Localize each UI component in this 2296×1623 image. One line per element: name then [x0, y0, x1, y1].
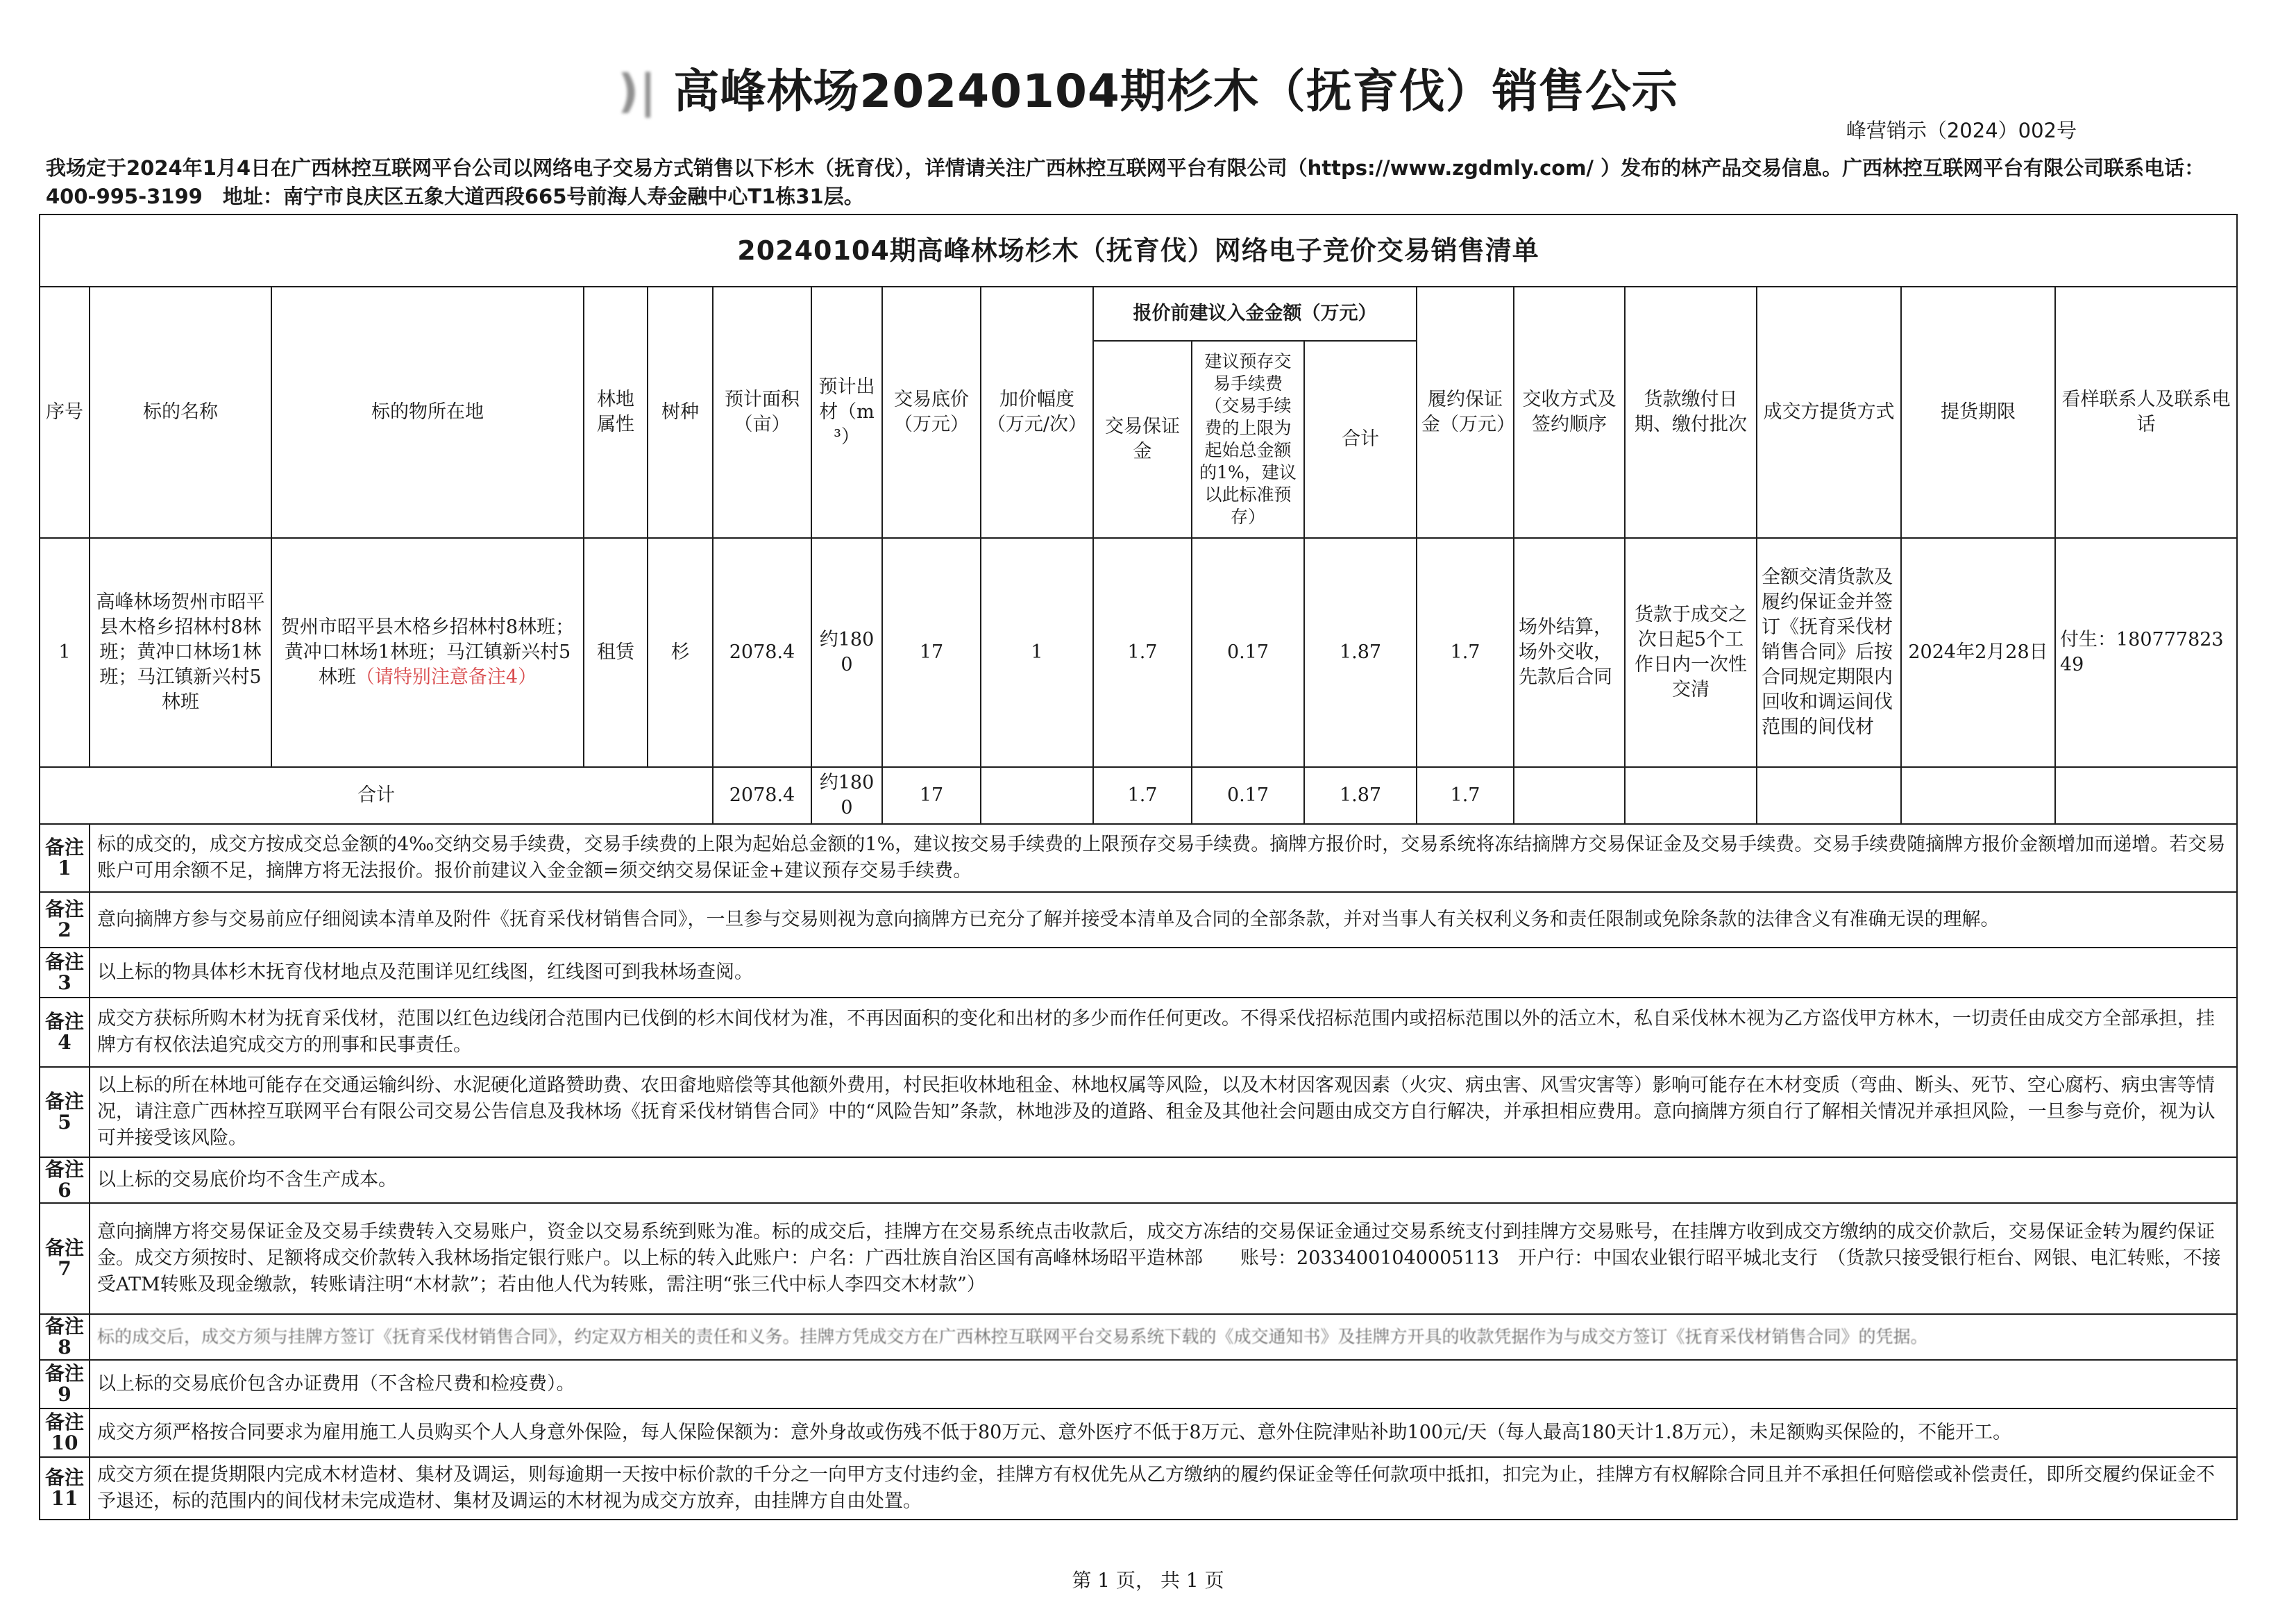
remark-label: 备注8 — [40, 1314, 90, 1360]
total-increment — [981, 767, 1093, 824]
header-name: 标的名称 — [90, 287, 271, 538]
document-number: 峰营销示（2024）002号 — [1846, 119, 2077, 142]
total-fee: 0.17 — [1192, 767, 1304, 824]
header-perf-deposit: 履约保证金（万元） — [1417, 287, 1514, 538]
remark-row — [40, 998, 2237, 1067]
document-title-blurred: )| — [618, 65, 674, 118]
remark-text: 以上标的所在林地可能存在交通运输纠纷、水泥硬化道路赞助费、农田畲地赔偿等其他额外费用，村民拒收林地租金、林地权属等风险，以及木材因客观因素（火灾、病虫害、风雪灾害等）影响可能存在木材变质（弯曲、断头、死节、空心腐朽、病虫害等情况，请注意广西林控互联网平台有限公司交易公告信息及我林场《抚育采伐材销售合同》中的“风险告知”条款，林地涉及的道路、租金及其他社会问题由成交方自行解决，并承担相应费用。意向摘牌方须自行了解相关情况并承担风险，一旦参与竞价，视为认可并接受该风险。 — [90, 1067, 2237, 1157]
total-row — [40, 767, 2237, 824]
cell-base-price: 17 — [882, 538, 981, 767]
cell-location-text: 贺州市昭平县木格乡招林村8林班；黄冲口林场1林班；马江镇新兴村5林班 — [280, 616, 575, 688]
cell-land: 租赁 — [584, 538, 648, 767]
total-empty-5 — [2055, 767, 2237, 824]
cell-name: 高峰林场贺州市昭平县木格乡招林村8林班；黄冲口林场1林班；马江镇新兴村5林班 — [90, 538, 271, 767]
header-increment: 加价幅度（万元/次） — [981, 287, 1093, 538]
cell-deadline: 2024年2月28日 — [1901, 538, 2055, 767]
remark-row — [40, 1203, 2237, 1314]
remark-row — [40, 824, 2237, 892]
header-pickup: 成交方提货方式 — [1757, 287, 1901, 538]
remark-text: 以上标的交易底价均不含生产成本。 — [90, 1157, 2237, 1203]
document-title — [0, 54, 2296, 120]
remark-row — [40, 1457, 2237, 1520]
remark-row — [40, 1408, 2237, 1457]
header-deposit: 交易保证金 — [1093, 341, 1192, 538]
remark-label: 备注4 — [40, 998, 90, 1067]
remark-label: 备注7 — [40, 1203, 90, 1314]
cell-seq: 1 — [40, 538, 90, 767]
remark-row — [40, 1067, 2237, 1157]
remark-text: 成交方获标所购木材为抚育采伐材，范围以红色边线闭合范围内已伐倒的杉木间伐材为准，不再因面积的变化和出材的多少而作任何更改。不得采伐招标范围内或招标范围以外的活立木，私自采伐林木视为乙方盗伐甲方林木，一切责任由成交方全部承担，挂牌方有权依法追究成交方的刑事和民事责任。 — [90, 998, 2237, 1067]
header-subtotal: 合计 — [1304, 341, 1417, 538]
total-empty-3 — [1757, 767, 1901, 824]
page-footer — [0, 1565, 2296, 1593]
list-title: 20240104期高峰林场杉木（抚育伐）网络电子竞价交易销售清单 — [40, 215, 2237, 287]
total-subtotal: 1.87 — [1304, 767, 1417, 824]
cell-contact: 付生：18077782349 — [2055, 538, 2237, 767]
intro-paragraph: 我场定于2024年1月4日在广西林控互联网平台公司以网络电子交易方式销售以下杉木（抚育伐），详情请关注广西林控互联网平台有限公司（https://www.zgdmly.com/ ）发布的林产品交易信息。广西林控互联网平台有限公司联系电话：400-995-3199 地址：南宁市良庆区五象大道西段665号前海人寿金融中心T1栋31层。 — [46, 156, 2205, 208]
cell-deposit: 1.7 — [1093, 538, 1192, 767]
remark-row — [40, 1157, 2237, 1203]
cell-volume: 约1800 — [811, 538, 882, 767]
cell-area: 2078.4 — [713, 538, 811, 767]
remark-text: 意向摘牌方参与交易前应仔细阅读本清单及附件《抚育采伐材销售合同》，一旦参与交易则视为意向摘牌方已充分了解并接受本清单及合同的全部条款，并对当事人有关权利义务和责任限制或免除条款的法律含义有准确无误的理解。 — [90, 892, 2237, 948]
cell-increment: 1 — [981, 538, 1093, 767]
header-volume: 预计出材（m³） — [811, 287, 882, 538]
cell-species: 杉 — [648, 538, 713, 767]
header-deposit-group: 报价前建议入金金额（万元） — [1093, 287, 1417, 341]
total-area: 2078.4 — [713, 767, 811, 824]
remark-text: 成交方须严格按合同要求为雇用施工人员购买个人人身意外保险，每人保险保额为：意外身故或伤残不低于80万元、意外医疗不低于8万元、意外住院津贴补助100元/天（每人最高180天计1.8万元），未足额购买保险的，不能开工。 — [90, 1408, 2237, 1457]
total-empty-1 — [1514, 767, 1625, 824]
remark-text: 以上标的交易底价包含办证费用（不含检尺费和检疫费）。 — [90, 1360, 2237, 1408]
remark-row — [40, 948, 2237, 998]
header-area: 预计面积（亩） — [713, 287, 811, 538]
remark-label: 备注11 — [40, 1457, 90, 1520]
header-payment: 货款缴付日期、缴付批次 — [1625, 287, 1757, 538]
cell-location — [271, 538, 584, 767]
document-title-text: 高峰林场20240104期杉木（抚育伐）销售公示 — [673, 65, 1678, 118]
total-perf-deposit: 1.7 — [1417, 767, 1514, 824]
remark-row — [40, 1360, 2237, 1408]
header-deadline: 提货期限 — [1901, 287, 2055, 538]
header-location: 标的物所在地 — [271, 287, 584, 538]
cell-pickup: 全额交清货款及履约保证金并签订《抚育采伐材销售合同》后按合同规定期限内回收和调运间伐范围的间伐材 — [1757, 538, 1901, 767]
cell-fee: 0.17 — [1192, 538, 1304, 767]
remark-text: 成交方须在提货期限内完成木材造材、集材及调运，则每逾期一天按中标价款的千分之一向甲方支付违约金，挂牌方有权优先从乙方缴纳的履约保证金等任何款项中抵扣，扣完为止，挂牌方有权解除合同且并不承担任何赔偿或补偿责任，即所交履约保证金不予退还，标的范围内的间伐材未完成造材、集材及调运的木材视为成交方放弃，由挂牌方自由处置。 — [90, 1457, 2237, 1520]
cell-location-note: （请特别注意备注4） — [355, 666, 537, 688]
remark-label: 备注6 — [40, 1157, 90, 1203]
remark-label: 备注9 — [40, 1360, 90, 1408]
remark-label: 备注2 — [40, 892, 90, 948]
remark-label: 备注5 — [40, 1067, 90, 1157]
remark-label: 备注3 — [40, 948, 90, 998]
header-fee: 建议预存交易手续费（交易手续费的上限为起始总金额的1%，建议以此标准预存） — [1192, 341, 1304, 538]
table-row — [40, 538, 2237, 767]
remark-text: 标的成交后，成交方须与挂牌方签订《抚育采伐材销售合同》，约定双方相关的责任和义务。挂牌方凭成交方在广西林控互联网平台交易系统下载的《成交通知书》及挂牌方开具的收款凭据作为与成交方签订《抚育采伐材销售合同》的凭据。 — [90, 1314, 2237, 1360]
remark-row — [40, 892, 2237, 948]
header-base-price: 交易底价（万元） — [882, 287, 981, 538]
remark-text: 标的成交的，成交方按成交总金额的4‰交纳交易手续费，交易手续费的上限为起始总金额的1%，建议按交易手续费的上限预存交易手续费。摘牌方报价时，交易系统将冻结摘牌方交易保证金及交易手续费。交易手续费随摘牌方报价金额增加而递增。若交易账户可用余额不足，摘牌方将无法报价。报价前建议入金金额=须交纳交易保证金+建议预存交易手续费。 — [90, 824, 2237, 892]
total-label: 合计 — [40, 767, 713, 824]
header-seq: 序号 — [40, 287, 90, 538]
remark-label: 备注1 — [40, 824, 90, 892]
cell-payment: 货款于成交之次日起5个工作日内一次性交清 — [1625, 538, 1757, 767]
remark-text: 以上标的物具体杉木抚育伐材地点及范围详见红线图，红线图可到我林场查阅。 — [90, 948, 2237, 998]
remark-text: 意向摘牌方将交易保证金及交易手续费转入交易账户，资金以交易系统到账为准。标的成交后，挂牌方在交易系统点击收款后，成交方冻结的交易保证金通过交易系统支付到挂牌方交易账号，在挂牌方收到成交方缴纳的成交价款后，交易保证金转为履约保证金。成交方须按时、足额将成交价款转入我林场指定银行账户。以上标的转入此账户：户名：广西壮族自治区国有高峰林场昭平造林部 账号：20334001040005113 开户行：中国农业银行昭平城北支行 （货款只接受银行柜台、网银、电汇转账，不接受ATM转账及现金缴款，转账请注明“木材款”；若由他人代为转账，需注明“张三代中标人李四交木材款”） — [90, 1203, 2237, 1314]
header-species: 树种 — [648, 287, 713, 538]
cell-subtotal: 1.87 — [1304, 538, 1417, 767]
page-current: 第 1 页， — [1072, 1569, 1155, 1592]
total-empty-4 — [1901, 767, 2055, 824]
header-contact: 看样联系人及联系电话 — [2055, 287, 2237, 538]
total-empty-2 — [1625, 767, 1757, 824]
total-base-price: 17 — [882, 767, 981, 824]
page-total: 共 1 页 — [1160, 1569, 1224, 1592]
cell-delivery: 场外结算，场外交收，先款后合同 — [1514, 538, 1625, 767]
sales-table — [39, 214, 2238, 1520]
total-deposit: 1.7 — [1093, 767, 1192, 824]
total-volume: 约1800 — [811, 767, 882, 824]
remark-label: 备注10 — [40, 1408, 90, 1457]
remark-row — [40, 1314, 2237, 1360]
header-delivery: 交收方式及签约顺序 — [1514, 287, 1625, 538]
cell-perf-deposit: 1.7 — [1417, 538, 1514, 767]
header-land: 林地属性 — [584, 287, 648, 538]
